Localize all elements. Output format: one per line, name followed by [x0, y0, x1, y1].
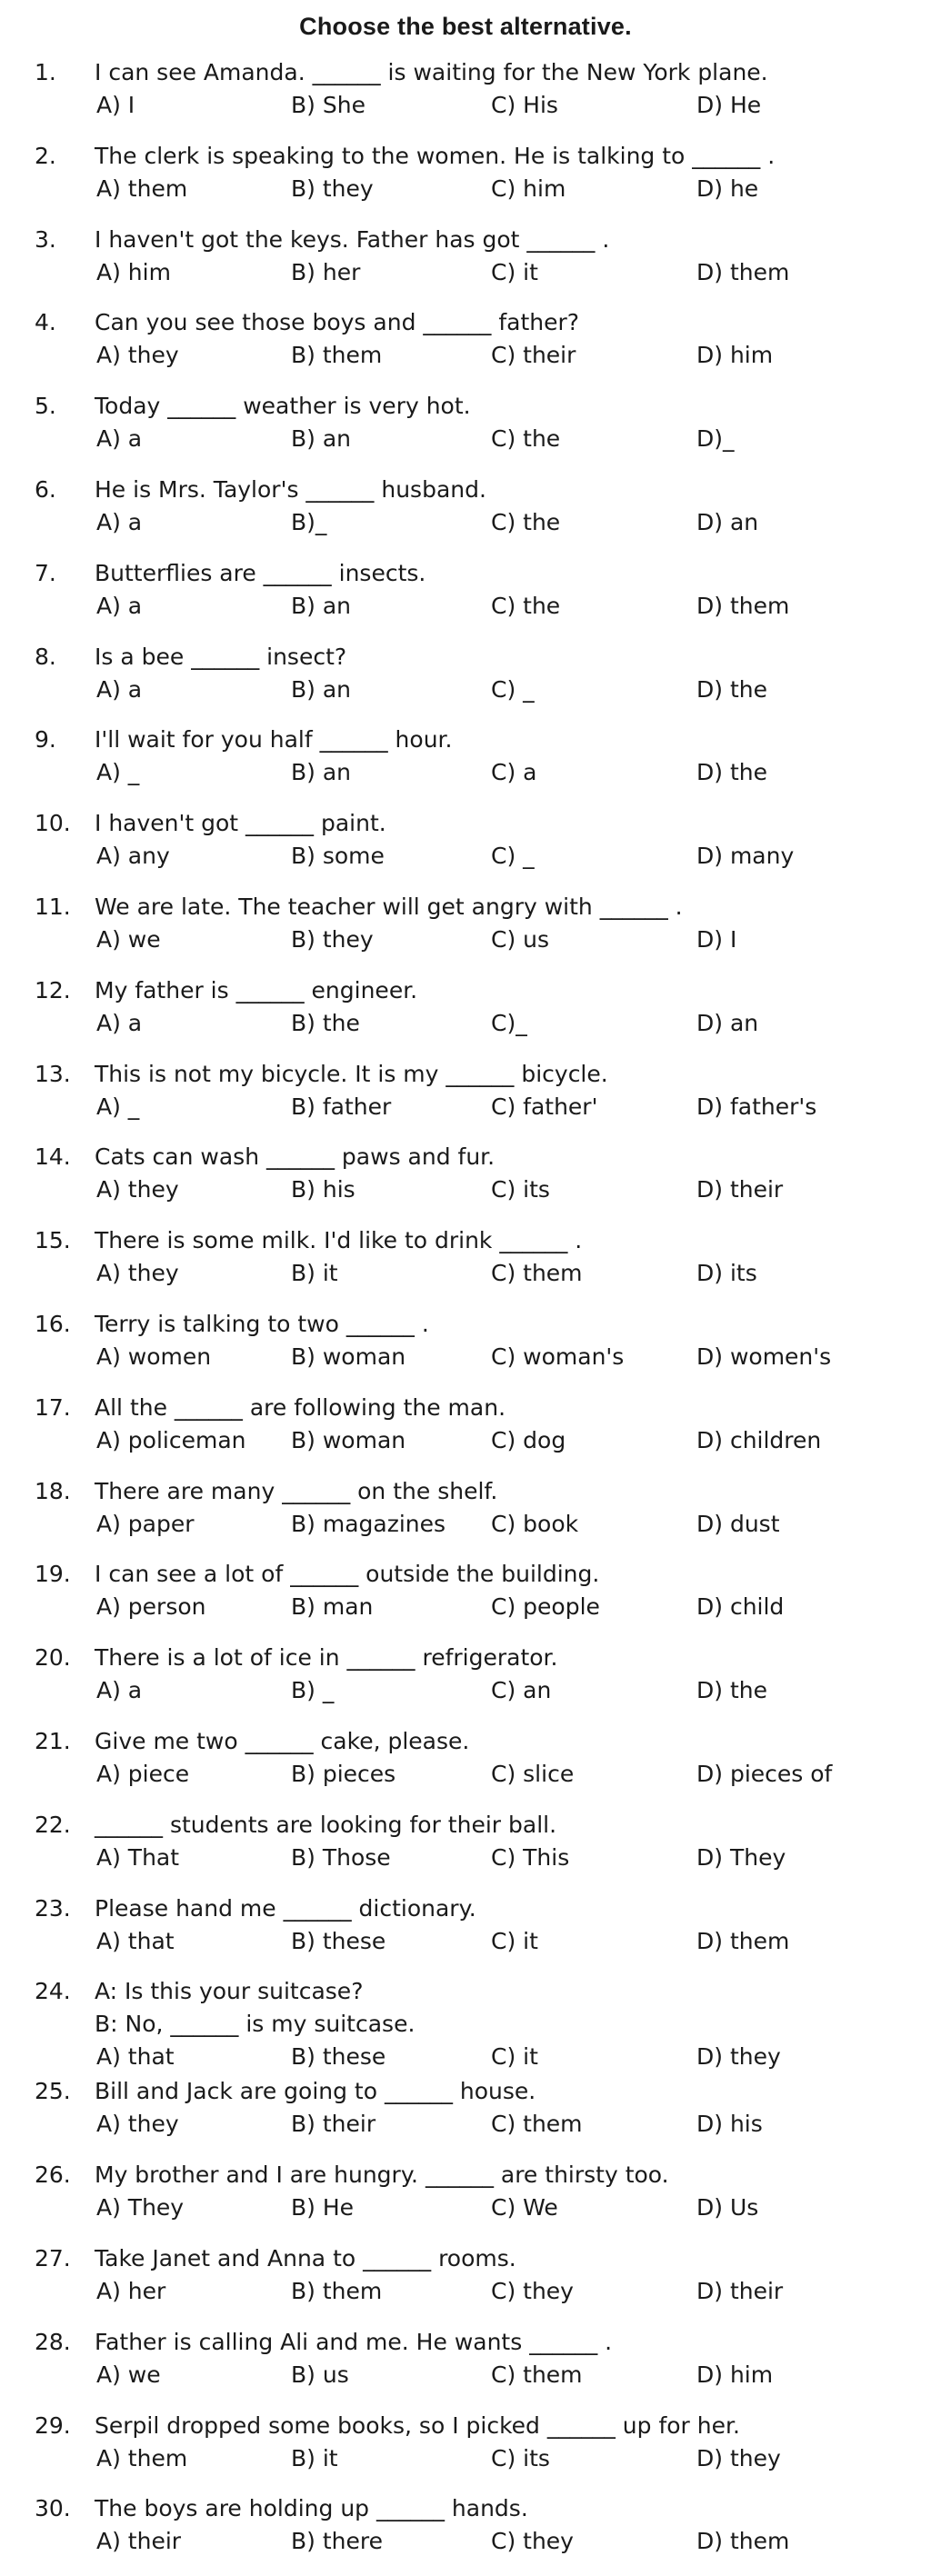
- question-list: [0, 56, 931, 2576]
- option-d[interactable]: D) him: [696, 342, 774, 369]
- option-a[interactable]: A) they: [96, 1260, 179, 1287]
- question-line: [0, 1392, 931, 1424]
- question-text: I haven't got the keys. Father has got ______ .: [95, 225, 610, 253]
- question-text: There are many ______ on the shelf.: [95, 1477, 498, 1504]
- question-text: I can see a lot of ______ outside the building.: [95, 1561, 600, 1588]
- option-d[interactable]: D) him: [696, 2361, 774, 2388]
- option-b[interactable]: B)_: [291, 508, 327, 535]
- option-d[interactable]: D) many: [696, 843, 795, 870]
- question-text: Is a bee ______ insect?: [95, 643, 347, 670]
- answer-options: [0, 1925, 931, 1958]
- question-line: [0, 1224, 931, 1257]
- question-item: [0, 56, 931, 140]
- option-b[interactable]: B) us: [291, 2361, 349, 2388]
- option-b[interactable]: B) an: [291, 759, 352, 786]
- answer-options: [0, 1424, 931, 1457]
- question-text: My father is ______ engineer.: [95, 976, 418, 1003]
- question-number: 29.: [35, 2411, 71, 2439]
- question-line: [0, 724, 931, 756]
- question-text: My brother and I are hungry. ______ are thirsty too.: [95, 2162, 669, 2189]
- question-line: [0, 974, 931, 1007]
- answer-options: [0, 1842, 931, 1874]
- option-a[interactable]: A) _: [96, 1093, 140, 1120]
- question-number: 2.: [35, 142, 56, 169]
- answer-options: [0, 924, 931, 956]
- question-item: [0, 2242, 931, 2326]
- option-c[interactable]: C) _: [491, 675, 535, 703]
- option-d[interactable]: D) I: [696, 925, 737, 953]
- question-number: 14.: [35, 1143, 71, 1171]
- question-line: [0, 2410, 931, 2442]
- question-item: [0, 2159, 931, 2242]
- answer-options: [0, 1257, 931, 1290]
- answer-options: [0, 590, 931, 623]
- option-c[interactable]: C) him: [491, 175, 566, 202]
- answer-options: [0, 1341, 931, 1373]
- question-number: 15.: [35, 1227, 71, 1254]
- option-b[interactable]: B) these: [291, 1927, 386, 1954]
- option-a[interactable]: A) a: [96, 425, 143, 453]
- question-item: [0, 2326, 931, 2410]
- question-text: ______ students are looking for their ball.: [95, 1811, 557, 1838]
- question-line: [0, 557, 931, 590]
- question-line: [0, 1892, 931, 1925]
- option-d[interactable]: D) the: [696, 1677, 767, 1704]
- question-item: [0, 140, 931, 224]
- question-text: A: Is this your suitcase?: [95, 1978, 364, 2005]
- option-b[interactable]: B) them: [291, 2277, 383, 2304]
- question-line: [0, 891, 931, 924]
- option-c[interactable]: C) This: [491, 1843, 570, 1871]
- option-d[interactable]: D) them: [696, 258, 790, 285]
- option-c[interactable]: C) them: [491, 2361, 583, 2388]
- answer-options: [0, 674, 931, 706]
- question-line: [0, 1308, 931, 1341]
- option-c[interactable]: C)_: [491, 1009, 527, 1036]
- question-text: He is Mrs. Taylor's ______ husband.: [95, 475, 486, 503]
- option-b[interactable]: B) pieces: [291, 1760, 396, 1787]
- option-a[interactable]: A) person: [96, 1593, 206, 1621]
- question-text: Take Janet and Anna to ______ rooms.: [95, 2244, 516, 2271]
- option-c[interactable]: C) We: [491, 2194, 558, 2222]
- option-d[interactable]: D) the: [696, 759, 767, 786]
- question-number: 20.: [35, 1644, 71, 1672]
- option-d[interactable]: D) child: [696, 1593, 785, 1621]
- option-b[interactable]: B) _: [291, 1677, 335, 1704]
- question-item: [0, 641, 931, 724]
- option-a[interactable]: A) we: [96, 925, 161, 953]
- option-a[interactable]: A) their: [96, 2528, 182, 2555]
- question-line: [0, 1558, 931, 1591]
- option-b[interactable]: B) these: [291, 2043, 386, 2071]
- question-line: [0, 2075, 931, 2108]
- question-line: [0, 1725, 931, 1758]
- option-a[interactable]: A) policeman: [96, 1426, 246, 1453]
- option-c[interactable]: C) slice: [491, 1760, 575, 1787]
- option-b[interactable]: B) it: [291, 2444, 338, 2471]
- question-line: [0, 2242, 931, 2275]
- option-d[interactable]: D) dust: [696, 1510, 780, 1537]
- question-number: 10.: [35, 810, 71, 837]
- answer-options: [0, 89, 931, 122]
- option-d[interactable]: D) them: [696, 592, 790, 619]
- option-b[interactable]: B) it: [291, 1260, 338, 1287]
- option-a[interactable]: A) that: [96, 1927, 175, 1954]
- option-c[interactable]: C) dog: [491, 1426, 566, 1453]
- answer-options: [0, 2108, 931, 2141]
- answer-options: [0, 2525, 931, 2558]
- question-line: [0, 2326, 931, 2359]
- question-text: Terry is talking to two ______ .: [95, 1310, 429, 1337]
- option-b[interactable]: B) her: [291, 258, 361, 285]
- option-d[interactable]: D) They: [696, 1843, 786, 1871]
- option-a[interactable]: A) they: [96, 1176, 179, 1203]
- question-item: [0, 306, 931, 390]
- option-a[interactable]: A) piece: [96, 1760, 190, 1787]
- question-item: [0, 2075, 931, 2159]
- answer-options: [0, 1591, 931, 1623]
- question-number: 12.: [35, 976, 71, 1003]
- option-a[interactable]: A) any: [96, 843, 170, 870]
- question-item: [0, 1725, 931, 1809]
- option-c[interactable]: C) them: [491, 2111, 583, 2138]
- option-b[interactable]: B) Those: [291, 1843, 391, 1871]
- option-a[interactable]: A) They: [96, 2194, 185, 2222]
- question-item: [0, 1975, 931, 2075]
- question-text: I haven't got ______ paint.: [95, 810, 386, 837]
- answer-options: [0, 1758, 931, 1791]
- option-b[interactable]: B) an: [291, 675, 352, 703]
- option-c[interactable]: C) an: [491, 1677, 552, 1704]
- question-text: All the ______ are following the man.: [95, 1393, 506, 1421]
- option-a[interactable]: A) paper: [96, 1510, 195, 1537]
- option-b[interactable]: B) father: [291, 1093, 392, 1120]
- question-number: 13.: [35, 1060, 71, 1087]
- option-c[interactable]: C) it: [491, 2043, 538, 2071]
- option-a[interactable]: A) them: [96, 2444, 188, 2471]
- question-number: 18.: [35, 1477, 71, 1504]
- option-a[interactable]: A) a: [96, 675, 143, 703]
- question-number: 17.: [35, 1393, 71, 1421]
- option-b[interactable]: B) magazines: [291, 1510, 446, 1537]
- option-c[interactable]: C) a: [491, 759, 537, 786]
- answer-options: [0, 1007, 931, 1040]
- question-line: [0, 474, 931, 506]
- option-d[interactable]: D) the: [696, 675, 767, 703]
- option-c[interactable]: C) the: [491, 592, 561, 619]
- option-d[interactable]: D) them: [696, 1927, 790, 1954]
- option-d[interactable]: D) Us: [696, 2194, 759, 2222]
- option-d[interactable]: D) they: [696, 2043, 781, 2071]
- option-a[interactable]: A) her: [96, 2277, 166, 2304]
- answer-options: [0, 2275, 931, 2308]
- question-text: Bill and Jack are going to ______ house.: [95, 2078, 536, 2105]
- question-line: [0, 1642, 931, 1674]
- question-number: 6.: [35, 475, 56, 503]
- option-a[interactable]: A) _: [96, 759, 140, 786]
- answer-options: [0, 1173, 931, 1206]
- question-text: Can you see those boys and ______ father?: [95, 309, 580, 336]
- question-line: [0, 641, 931, 674]
- option-b[interactable]: B) they: [291, 925, 374, 953]
- page-title: Choose the best alternative.: [299, 13, 632, 40]
- option-d[interactable]: D) their: [696, 1176, 784, 1203]
- option-b[interactable]: B) his: [291, 1176, 355, 1203]
- question-number: 3.: [35, 225, 56, 253]
- answer-options: [0, 423, 931, 455]
- question-number: 7.: [35, 559, 56, 586]
- question-text: The boys are holding up ______ hands.: [95, 2495, 528, 2522]
- option-a[interactable]: A) we: [96, 2361, 161, 2388]
- question-text: Butterflies are ______ insects.: [95, 559, 426, 586]
- question-line: [0, 390, 931, 423]
- question-text: Serpil dropped some books, so I picked ______ up for her.: [95, 2411, 740, 2439]
- question-text: We are late. The teacher will get angry with ______ .: [95, 893, 683, 920]
- option-d[interactable]: D) he: [696, 175, 759, 202]
- option-c[interactable]: C) it: [491, 258, 538, 285]
- answer-options: [0, 2041, 931, 2073]
- answer-options: [0, 506, 931, 539]
- question-line: [0, 140, 931, 173]
- option-d[interactable]: D) their: [696, 2277, 784, 2304]
- option-d[interactable]: D) an: [696, 1009, 759, 1036]
- option-d[interactable]: D)_: [696, 425, 735, 453]
- question-line: [0, 807, 931, 840]
- option-b[interactable]: B) their: [291, 2111, 376, 2138]
- option-a[interactable]: A) a: [96, 1677, 143, 1704]
- option-d[interactable]: D) an: [696, 508, 759, 535]
- question-text: Please hand me ______ dictionary.: [95, 1894, 476, 1922]
- question-number: 22.: [35, 1811, 71, 1838]
- option-a[interactable]: A) women: [96, 1343, 212, 1370]
- option-c[interactable]: C) His: [491, 92, 558, 118]
- answer-options: [0, 173, 931, 205]
- option-d[interactable]: D) pieces of: [696, 1760, 833, 1787]
- option-b[interactable]: B) there: [291, 2528, 383, 2555]
- answer-options: [0, 1674, 931, 1707]
- question-line: [0, 2159, 931, 2192]
- question-line: [0, 2492, 931, 2525]
- answer-options: [0, 840, 931, 873]
- option-a[interactable]: A) that: [96, 2043, 175, 2071]
- question-number: 8.: [35, 643, 56, 670]
- question-text: There is a lot of ice in ______ refrigerator.: [95, 1644, 558, 1672]
- question-number: 30.: [35, 2495, 71, 2522]
- question-text: I can see Amanda. ______ is waiting for the New York plane.: [95, 59, 768, 85]
- question-item: [0, 1224, 931, 1308]
- question-number: 21.: [35, 1727, 71, 1754]
- question-item: [0, 390, 931, 474]
- option-b[interactable]: B) woman: [291, 1343, 406, 1370]
- option-a[interactable]: A) him: [96, 258, 171, 285]
- option-c[interactable]: C) its: [491, 2444, 550, 2471]
- question-number: 5.: [35, 393, 56, 420]
- question-text: Give me two ______ cake, please.: [95, 1727, 470, 1754]
- question-text: The clerk is speaking to the women. He is talking to ______ .: [95, 142, 776, 169]
- option-c[interactable]: C) father': [491, 1093, 598, 1120]
- option-a[interactable]: A) they: [96, 342, 179, 369]
- question-number: 16.: [35, 1310, 71, 1337]
- option-b[interactable]: B) He: [291, 2194, 355, 2222]
- option-a[interactable]: A) them: [96, 175, 188, 202]
- option-b[interactable]: B) man: [291, 1593, 374, 1621]
- question-item: [0, 891, 931, 974]
- question-number: 28.: [35, 2328, 71, 2355]
- answer-options: [0, 2359, 931, 2391]
- question-item: [0, 807, 931, 891]
- question-item: [0, 1392, 931, 1475]
- question-number: 19.: [35, 1561, 71, 1588]
- question-number: 9.: [35, 726, 56, 754]
- question-item: [0, 1058, 931, 1142]
- option-a[interactable]: A) they: [96, 2111, 179, 2138]
- answer-options: [0, 2192, 931, 2224]
- option-b[interactable]: B) some: [291, 843, 385, 870]
- question-text-2: B: No, ______ is my suitcase.: [95, 2011, 415, 2038]
- option-c[interactable]: C) it: [491, 1927, 538, 1954]
- option-b[interactable]: B) them: [291, 342, 383, 369]
- question-line: [0, 1141, 931, 1173]
- question-line: [0, 1058, 931, 1091]
- option-c[interactable]: C) its: [491, 1176, 550, 1203]
- question-number: 23.: [35, 1894, 71, 1922]
- question-number: 1.: [35, 59, 56, 85]
- option-c[interactable]: C) _: [491, 843, 535, 870]
- option-d[interactable]: D) children: [696, 1426, 822, 1453]
- question-item: [0, 1642, 931, 1725]
- question-item: [0, 974, 931, 1058]
- option-d[interactable]: D) women's: [696, 1343, 832, 1370]
- question-item: [0, 1475, 931, 1559]
- option-c[interactable]: C) they: [491, 2528, 574, 2555]
- option-d[interactable]: D) its: [696, 1260, 757, 1287]
- question-number: 24.: [35, 1978, 71, 2005]
- option-b[interactable]: B) an: [291, 425, 352, 453]
- question-item: [0, 1892, 931, 1976]
- question-number: 11.: [35, 893, 71, 920]
- answer-options: [0, 2442, 931, 2475]
- question-number: 27.: [35, 2244, 71, 2271]
- question-line: [0, 306, 931, 339]
- answer-options: [0, 256, 931, 289]
- question-line: [0, 1809, 931, 1842]
- answer-options: [0, 339, 931, 372]
- option-d[interactable]: D) He: [696, 92, 762, 118]
- question-text: There is some milk. I'd like to drink ______ .: [95, 1227, 583, 1254]
- option-d[interactable]: D) they: [696, 2444, 781, 2471]
- question-line: [0, 1975, 931, 2008]
- option-b[interactable]: B) woman: [291, 1426, 406, 1453]
- option-c[interactable]: C) them: [491, 1260, 583, 1287]
- question-item: [0, 474, 931, 557]
- option-b[interactable]: B) She: [291, 92, 365, 118]
- option-c[interactable]: C) their: [491, 342, 576, 369]
- option-c[interactable]: C) they: [491, 2277, 574, 2304]
- option-d[interactable]: D) father's: [696, 1093, 817, 1120]
- question-line: [0, 56, 931, 89]
- question-item: [0, 1558, 931, 1642]
- option-c[interactable]: C) people: [491, 1593, 600, 1621]
- question-number: 4.: [35, 309, 56, 336]
- question-item: [0, 1308, 931, 1392]
- question-item: [0, 1809, 931, 1892]
- option-a[interactable]: A) a: [96, 1009, 143, 1036]
- option-c[interactable]: C) the: [491, 425, 561, 453]
- option-c[interactable]: C) woman's: [491, 1343, 625, 1370]
- option-a[interactable]: A) That: [96, 1843, 180, 1871]
- question-line: [0, 1475, 931, 1508]
- question-text: Father is calling Ali and me. He wants ______ .: [95, 2328, 613, 2355]
- question-item: [0, 557, 931, 641]
- question-text: I'll wait for you half ______ hour.: [95, 726, 453, 754]
- question-item: [0, 2492, 931, 2576]
- option-b[interactable]: B) the: [291, 1009, 360, 1036]
- option-b[interactable]: B) an: [291, 592, 352, 619]
- option-c[interactable]: C) book: [491, 1510, 579, 1537]
- question-item: [0, 724, 931, 807]
- question-number: 25.: [35, 2078, 71, 2105]
- option-a[interactable]: A) a: [96, 508, 143, 535]
- answer-options: [0, 1091, 931, 1123]
- question-line-2: [0, 2008, 931, 2041]
- answer-options: [0, 1508, 931, 1541]
- question-line: [0, 224, 931, 256]
- question-text: This is not my bicycle. It is my ______ bicycle.: [95, 1060, 608, 1087]
- question-item: [0, 1141, 931, 1224]
- option-d[interactable]: D) them: [696, 2528, 790, 2555]
- option-a[interactable]: A) I: [96, 92, 135, 118]
- question-item: [0, 224, 931, 307]
- option-b[interactable]: B) they: [291, 175, 374, 202]
- option-c[interactable]: C) us: [491, 925, 550, 953]
- option-a[interactable]: A) a: [96, 592, 143, 619]
- question-text: Today ______ weather is very hot.: [95, 393, 471, 420]
- question-item: [0, 2410, 931, 2493]
- question-number: 26.: [35, 2162, 71, 2189]
- answer-options: [0, 756, 931, 789]
- option-c[interactable]: C) the: [491, 508, 561, 535]
- question-text: Cats can wash ______ paws and fur.: [95, 1143, 496, 1171]
- option-d[interactable]: D) his: [696, 2111, 763, 2138]
